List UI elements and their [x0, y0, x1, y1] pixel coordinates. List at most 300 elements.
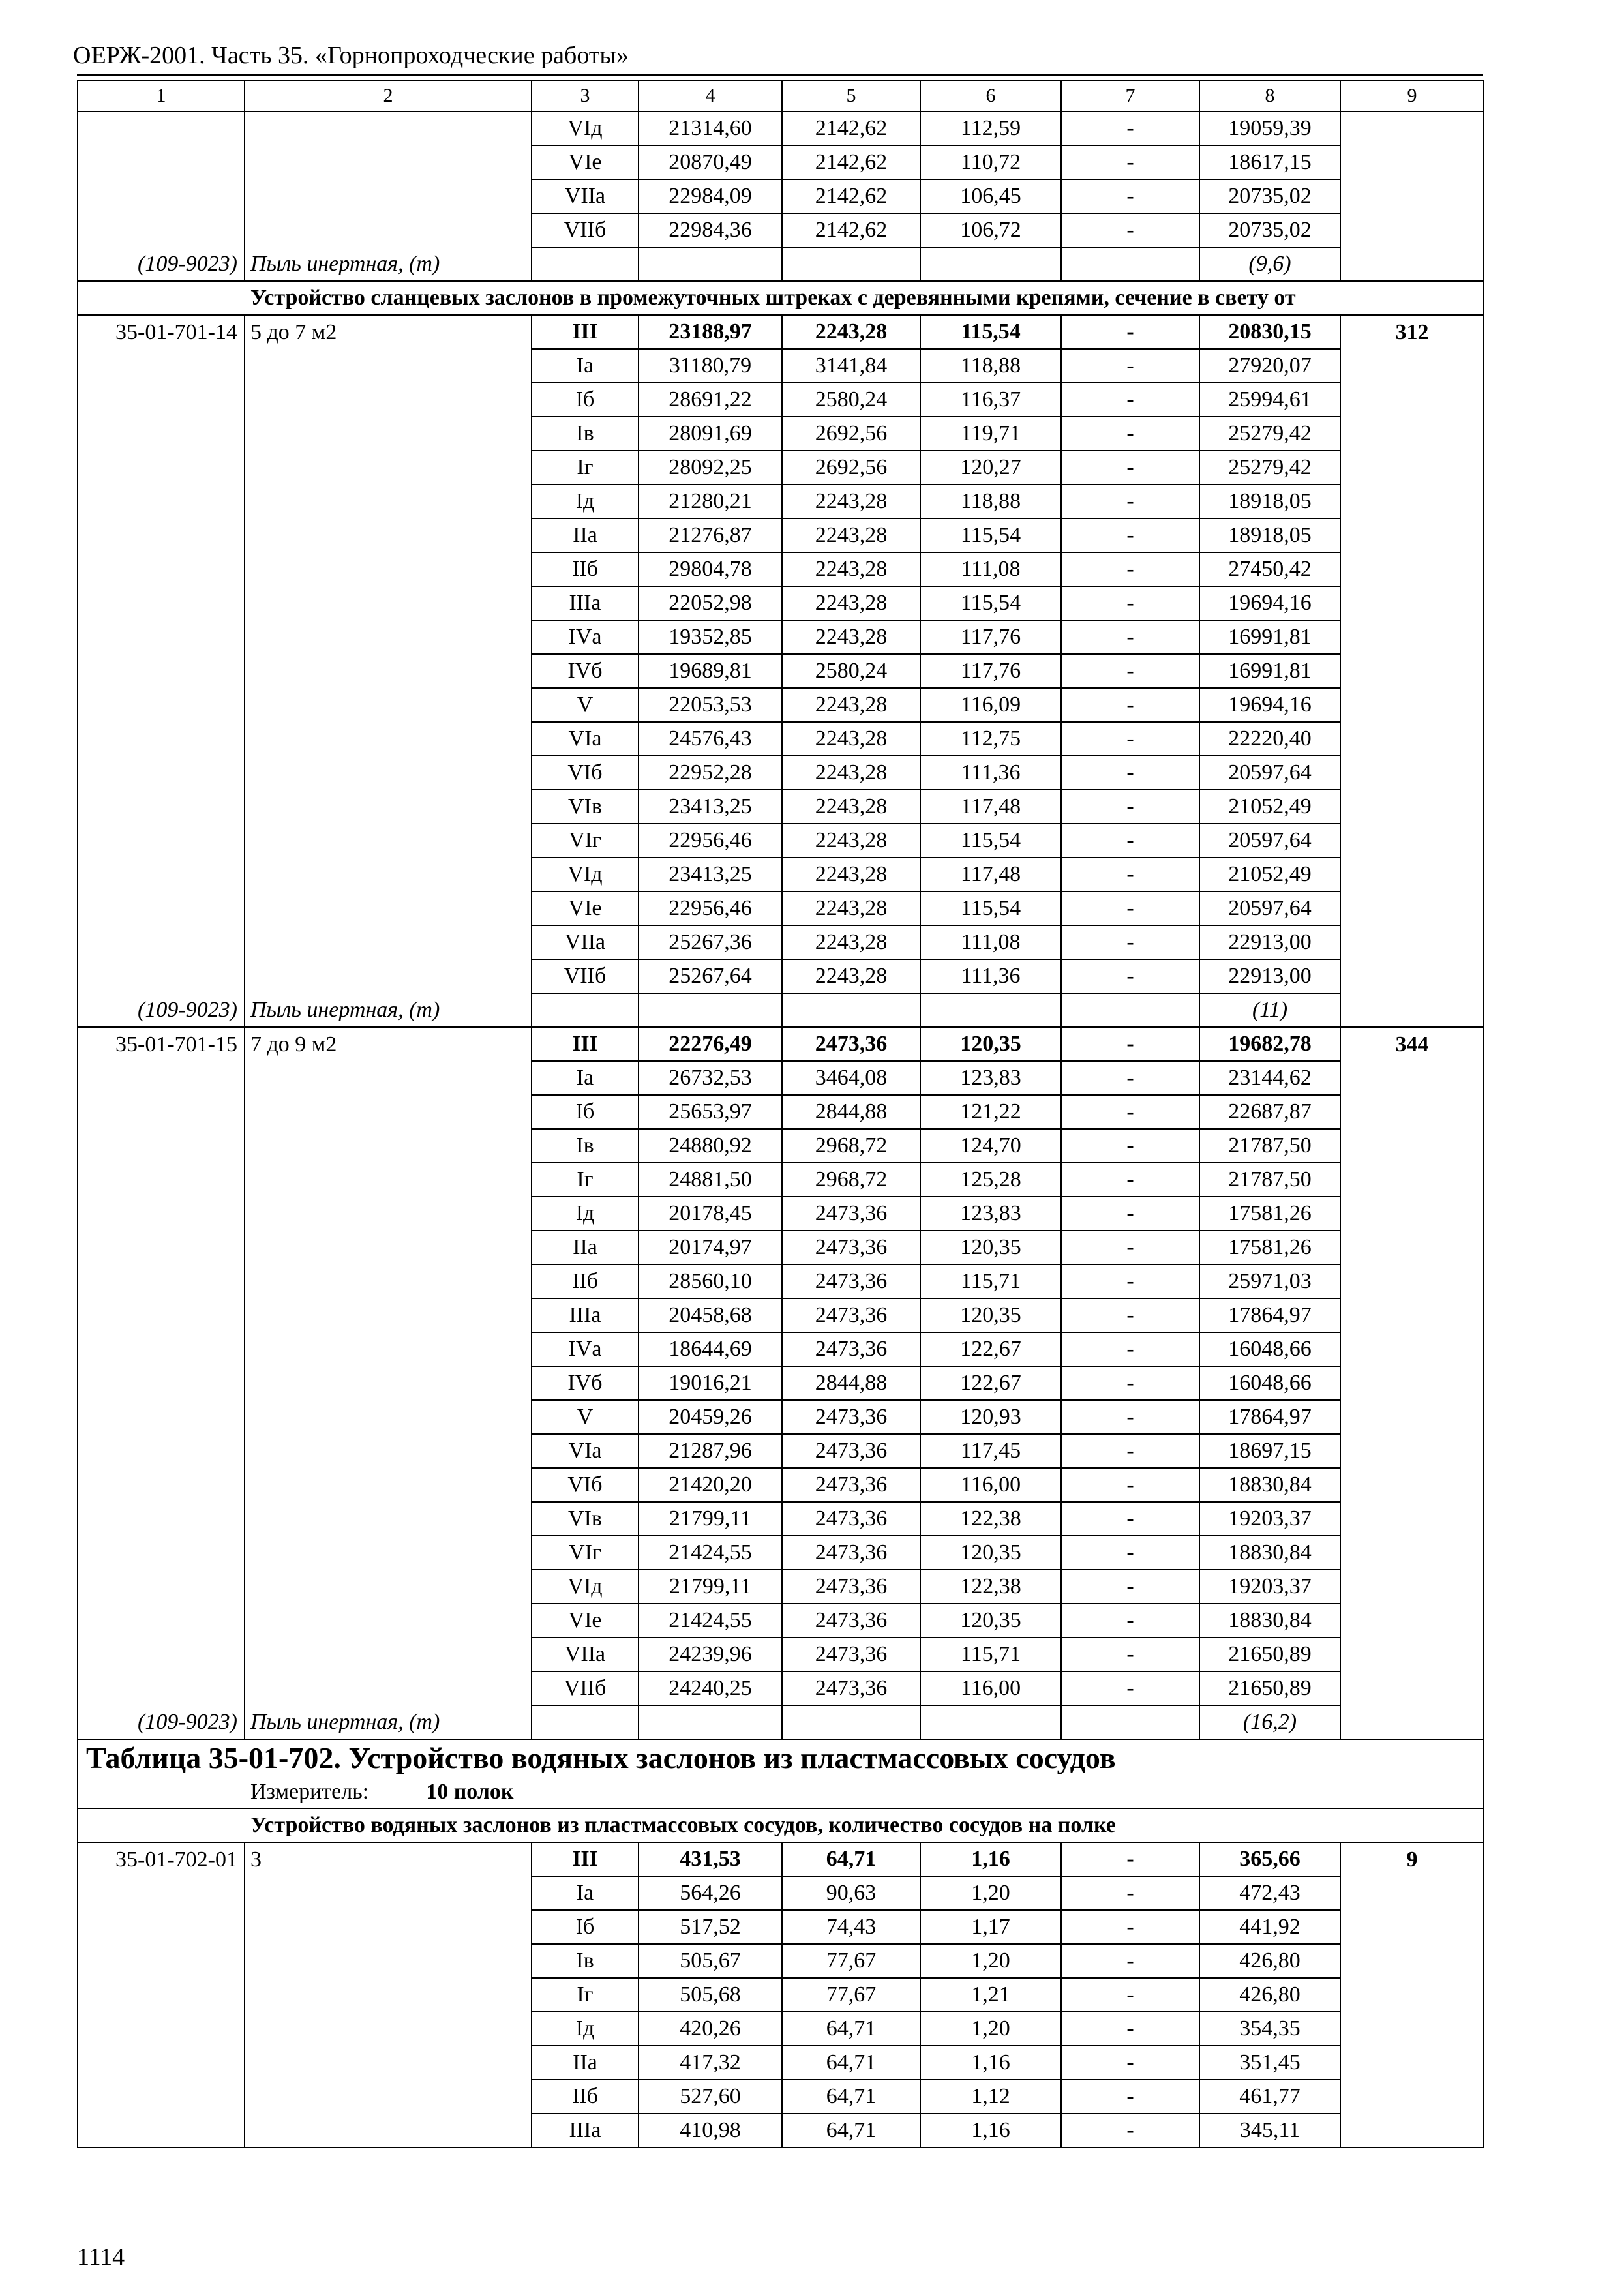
empty-cell	[245, 1604, 532, 1638]
value-cell: 2473,36	[782, 1604, 920, 1638]
empty-cell	[1340, 1366, 1484, 1400]
empty-cell	[78, 1264, 245, 1298]
table-row	[78, 1129, 1484, 1163]
empty-cell	[245, 654, 532, 688]
value-cell: 25267,64	[639, 959, 782, 993]
value-cell: -	[1061, 2012, 1199, 2046]
empty-cell	[245, 2046, 532, 2080]
empty-cell	[1340, 112, 1484, 145]
empty-cell	[78, 790, 245, 824]
value-cell: 2243,28	[782, 824, 920, 858]
value-cell: 22952,28	[639, 756, 782, 790]
table-row	[78, 2012, 1484, 2046]
value-cell: 120,35	[920, 1231, 1061, 1264]
empty-cell	[1340, 2080, 1484, 2114]
value-cell: 115,54	[920, 315, 1061, 349]
value-cell: 2844,88	[782, 1366, 920, 1400]
zone-code: IIа	[532, 1231, 639, 1264]
empty-cell	[78, 1536, 245, 1570]
value-cell: 22984,36	[639, 213, 782, 247]
value-cell: -	[1061, 1095, 1199, 1129]
value-cell: 117,76	[920, 620, 1061, 654]
value-cell: -	[1061, 417, 1199, 451]
value-cell: 505,67	[639, 1944, 782, 1978]
value-cell: 124,70	[920, 1129, 1061, 1163]
empty-cell	[1340, 451, 1484, 485]
value-cell: 120,35	[920, 1027, 1061, 1061]
empty-cell	[78, 1604, 245, 1638]
empty-cell	[1340, 858, 1484, 891]
value-cell: 116,00	[920, 1468, 1061, 1502]
value-cell: 21287,96	[639, 1434, 782, 1468]
empty-cell	[78, 756, 245, 790]
empty-cell	[78, 620, 245, 654]
zone-code: VIIа	[532, 179, 639, 213]
empty-cell	[78, 1978, 245, 2012]
value-cell: -	[1061, 1910, 1199, 1944]
value-cell: -	[1061, 315, 1199, 349]
table-row	[78, 1298, 1484, 1332]
table-row	[78, 2114, 1484, 2147]
zone-code: VIа	[532, 722, 639, 756]
value-cell: -	[1061, 2080, 1199, 2114]
value-cell: 2473,36	[782, 1468, 920, 1502]
empty-cell	[78, 925, 245, 959]
value-cell: -	[1061, 1231, 1199, 1264]
value-cell: 29804,78	[639, 552, 782, 586]
zone-code: VIIа	[532, 925, 639, 959]
value-cell: -	[1061, 1129, 1199, 1163]
value-cell: -	[1061, 1332, 1199, 1366]
empty-cell	[245, 1163, 532, 1197]
empty-cell	[1061, 1705, 1199, 1739]
empty-cell	[245, 213, 532, 247]
zone-code: VIIб	[532, 1671, 639, 1705]
value-cell: -	[1061, 1638, 1199, 1671]
column-number-row	[78, 80, 1484, 112]
empty-cell	[1340, 756, 1484, 790]
value-cell: 16048,66	[1199, 1332, 1340, 1366]
value-cell: 19203,37	[1199, 1570, 1340, 1604]
empty-cell	[78, 688, 245, 722]
value-cell: 117,45	[920, 1434, 1061, 1468]
value-cell: 18830,84	[1199, 1604, 1340, 1638]
zone-code: VIIа	[532, 1638, 639, 1671]
zone-code: VIг	[532, 1536, 639, 1570]
empty-cell	[1340, 620, 1484, 654]
zone-code: IIб	[532, 552, 639, 586]
table-row	[78, 1468, 1484, 1502]
value-cell: 90,63	[782, 1876, 920, 1910]
value-cell: 123,83	[920, 1197, 1061, 1231]
value-cell: 21650,89	[1199, 1638, 1340, 1671]
empty-cell	[78, 1095, 245, 1129]
value-cell: 25994,61	[1199, 383, 1340, 417]
empty-cell	[1340, 1705, 1484, 1739]
table-row	[78, 959, 1484, 993]
weight-value: 9	[1340, 1842, 1484, 1876]
value-cell: -	[1061, 213, 1199, 247]
value-cell: 18830,84	[1199, 1468, 1340, 1502]
value-cell: 19682,78	[1199, 1027, 1340, 1061]
value-cell: 64,71	[782, 2012, 920, 2046]
value-cell: 527,60	[639, 2080, 782, 2114]
table-row	[78, 1366, 1484, 1400]
table-row	[78, 756, 1484, 790]
value-cell: -	[1061, 824, 1199, 858]
empty-cell	[1340, 2046, 1484, 2080]
value-cell: 64,71	[782, 2114, 920, 2147]
value-cell: -	[1061, 959, 1199, 993]
empty-cell	[78, 2114, 245, 2147]
value-cell: -	[1061, 1978, 1199, 2012]
work-name: 3	[245, 1842, 532, 1876]
empty-cell	[532, 247, 639, 281]
empty-cell	[245, 485, 532, 518]
empty-cell	[245, 1366, 532, 1400]
value-cell: 441,92	[1199, 1910, 1340, 1944]
empty-cell	[1340, 417, 1484, 451]
measure-label: Измеритель:	[250, 1780, 369, 1804]
material-name: Пыль инертная, (т)	[245, 1705, 532, 1739]
empty-cell	[920, 993, 1061, 1027]
value-cell: 116,09	[920, 688, 1061, 722]
value-cell: -	[1061, 790, 1199, 824]
value-cell: 119,71	[920, 417, 1061, 451]
empty-cell	[1340, 959, 1484, 993]
zone-code: IIб	[532, 1264, 639, 1298]
table-row	[78, 1197, 1484, 1231]
empty-cell	[245, 2012, 532, 2046]
value-cell: -	[1061, 1570, 1199, 1604]
value-cell: -	[1061, 518, 1199, 552]
zone-code: VIIб	[532, 213, 639, 247]
value-cell: 2473,36	[782, 1638, 920, 1671]
value-cell: 2243,28	[782, 891, 920, 925]
value-cell: 345,11	[1199, 2114, 1340, 2147]
value-cell: -	[1061, 1400, 1199, 1434]
value-cell: 112,59	[920, 112, 1061, 145]
zone-code: IVа	[532, 620, 639, 654]
zone-code: IVб	[532, 654, 639, 688]
value-cell: 27450,42	[1199, 552, 1340, 586]
value-cell: -	[1061, 858, 1199, 891]
value-cell: 25267,36	[639, 925, 782, 959]
empty-cell	[245, 451, 532, 485]
empty-cell	[245, 1400, 532, 1434]
page-number: 1114	[77, 2243, 125, 2271]
empty-cell	[1340, 1570, 1484, 1604]
empty-cell	[78, 1197, 245, 1231]
value-cell: -	[1061, 688, 1199, 722]
column-number: 8	[1199, 80, 1340, 112]
value-cell: 21280,21	[639, 485, 782, 518]
value-cell: 20458,68	[639, 1298, 782, 1332]
empty-cell	[78, 1910, 245, 1944]
value-cell: 115,54	[920, 824, 1061, 858]
empty-cell	[1340, 891, 1484, 925]
empty-cell	[245, 179, 532, 213]
value-cell: -	[1061, 1434, 1199, 1468]
value-cell: 19016,21	[639, 1366, 782, 1400]
value-cell: -	[1061, 1536, 1199, 1570]
value-cell: 116,37	[920, 383, 1061, 417]
empty-cell	[1340, 1061, 1484, 1095]
table-row	[78, 688, 1484, 722]
empty-cell	[245, 1061, 532, 1095]
value-cell: -	[1061, 756, 1199, 790]
value-cell: 106,72	[920, 213, 1061, 247]
value-cell: 106,45	[920, 179, 1061, 213]
value-cell: 22220,40	[1199, 722, 1340, 756]
value-cell: 22052,98	[639, 586, 782, 620]
material-value: (16,2)	[1199, 1705, 1340, 1739]
value-cell: 410,98	[639, 2114, 782, 2147]
value-cell: 461,77	[1199, 2080, 1340, 2114]
empty-cell	[1340, 1231, 1484, 1264]
material-name: Пыль инертная, (т)	[245, 993, 532, 1027]
table-row	[78, 315, 1484, 349]
value-cell: 22687,87	[1199, 1095, 1340, 1129]
table-row	[78, 790, 1484, 824]
value-cell: 22276,49	[639, 1027, 782, 1061]
empty-cell	[1340, 925, 1484, 959]
table-row	[78, 1536, 1484, 1570]
value-cell: 2243,28	[782, 485, 920, 518]
empty-cell	[78, 654, 245, 688]
value-cell: 2580,24	[782, 383, 920, 417]
table-row	[78, 417, 1484, 451]
value-cell: 20178,45	[639, 1197, 782, 1231]
column-number: 2	[245, 80, 532, 112]
value-cell: 25653,97	[639, 1095, 782, 1129]
measure-value: 10 полок	[426, 1780, 514, 1804]
value-cell: 22053,53	[639, 688, 782, 722]
value-cell: 2473,36	[782, 1027, 920, 1061]
value-cell: 17864,97	[1199, 1298, 1340, 1332]
value-cell: 18918,05	[1199, 518, 1340, 552]
table-row	[78, 1332, 1484, 1366]
value-cell: 18617,15	[1199, 145, 1340, 179]
table-row	[78, 383, 1484, 417]
value-cell: -	[1061, 2114, 1199, 2147]
empty-cell	[78, 1671, 245, 1705]
value-cell: 1,16	[920, 1842, 1061, 1876]
value-cell: 2243,28	[782, 925, 920, 959]
value-cell: 21276,87	[639, 518, 782, 552]
zone-code: IVа	[532, 1332, 639, 1366]
value-cell: 117,76	[920, 654, 1061, 688]
empty-cell	[639, 993, 782, 1027]
column-number: 7	[1061, 80, 1199, 112]
zone-code: Iб	[532, 1095, 639, 1129]
empty-cell	[245, 824, 532, 858]
table-row	[78, 1604, 1484, 1638]
value-cell: -	[1061, 1842, 1199, 1876]
empty-cell	[78, 1231, 245, 1264]
value-cell: 2473,36	[782, 1671, 920, 1705]
value-cell: 2844,88	[782, 1095, 920, 1129]
table-row	[78, 1944, 1484, 1978]
column-number: 3	[532, 80, 639, 112]
value-cell: 24576,43	[639, 722, 782, 756]
value-cell: 2473,36	[782, 1231, 920, 1264]
value-cell: 123,83	[920, 1061, 1061, 1095]
value-cell: 117,48	[920, 858, 1061, 891]
table-row	[78, 586, 1484, 620]
zone-code: VIд	[532, 858, 639, 891]
empty-cell	[532, 993, 639, 1027]
material-code: (109-9023)	[78, 993, 245, 1027]
material-row	[78, 993, 1484, 1027]
value-cell: 3464,08	[782, 1061, 920, 1095]
value-cell: 20735,02	[1199, 179, 1340, 213]
table-row	[78, 1978, 1484, 2012]
value-cell: 19203,37	[1199, 1502, 1340, 1536]
zone-code: Iд	[532, 1197, 639, 1231]
value-cell: 115,54	[920, 891, 1061, 925]
empty-cell	[78, 1502, 245, 1536]
value-cell: 118,88	[920, 349, 1061, 383]
value-cell: -	[1061, 925, 1199, 959]
empty-cell	[78, 1638, 245, 1671]
value-cell: 2243,28	[782, 552, 920, 586]
zone-code: V	[532, 1400, 639, 1434]
zone-code: VIб	[532, 1468, 639, 1502]
value-cell: 16048,66	[1199, 1366, 1340, 1400]
table-row	[78, 1910, 1484, 1944]
empty-cell	[245, 1978, 532, 2012]
value-cell: -	[1061, 1061, 1199, 1095]
rate-code: 35-01-701-14	[78, 315, 245, 349]
empty-cell	[1340, 1264, 1484, 1298]
empty-cell	[78, 417, 245, 451]
value-cell: 19059,39	[1199, 112, 1340, 145]
empty-cell	[78, 2046, 245, 2080]
value-cell: 2968,72	[782, 1163, 920, 1197]
zone-code: VIIб	[532, 959, 639, 993]
empty-cell	[1340, 485, 1484, 518]
value-cell: 111,08	[920, 925, 1061, 959]
rate-code: 35-01-702-01	[78, 1842, 245, 1876]
value-cell: 23413,25	[639, 790, 782, 824]
value-cell: 122,38	[920, 1570, 1061, 1604]
value-cell: 18830,84	[1199, 1536, 1340, 1570]
value-cell: 17864,97	[1199, 1400, 1340, 1434]
empty-cell	[78, 112, 245, 145]
empty-cell	[920, 247, 1061, 281]
material-value: (11)	[1199, 993, 1340, 1027]
value-cell: 21787,50	[1199, 1163, 1340, 1197]
empty-cell	[1340, 1638, 1484, 1671]
empty-cell	[245, 756, 532, 790]
value-cell: 21420,20	[639, 1468, 782, 1502]
table-row	[78, 179, 1484, 213]
value-cell: 115,54	[920, 518, 1061, 552]
empty-cell	[245, 2080, 532, 2114]
empty-cell	[1340, 790, 1484, 824]
column-number: 6	[920, 80, 1061, 112]
value-cell: 2142,62	[782, 179, 920, 213]
value-cell: 2473,36	[782, 1502, 920, 1536]
rate-code: 35-01-701-15	[78, 1027, 245, 1061]
value-cell: 28691,22	[639, 383, 782, 417]
empty-cell	[1340, 688, 1484, 722]
table-row	[78, 1061, 1484, 1095]
value-cell: 19694,16	[1199, 586, 1340, 620]
value-cell: 417,32	[639, 2046, 782, 2080]
empty-cell	[1340, 349, 1484, 383]
value-cell: -	[1061, 2046, 1199, 2080]
zone-code: IIа	[532, 2046, 639, 2080]
empty-cell	[245, 1231, 532, 1264]
empty-cell	[78, 179, 245, 213]
empty-cell	[1340, 1944, 1484, 1978]
value-cell: 23144,62	[1199, 1061, 1340, 1095]
value-cell: 24880,92	[639, 1129, 782, 1163]
value-cell: -	[1061, 349, 1199, 383]
value-cell: 1,20	[920, 1944, 1061, 1978]
value-cell: -	[1061, 451, 1199, 485]
empty-cell	[1340, 1910, 1484, 1944]
value-cell: -	[1061, 586, 1199, 620]
value-cell: 1,16	[920, 2114, 1061, 2147]
header-rule	[77, 74, 1483, 76]
value-cell: 2473,36	[782, 1332, 920, 1366]
measure-row	[78, 1776, 1484, 1808]
empty-cell	[782, 993, 920, 1027]
zone-code: Iг	[532, 1163, 639, 1197]
value-cell: 420,26	[639, 2012, 782, 2046]
empty-cell	[78, 1163, 245, 1197]
value-cell: 120,27	[920, 451, 1061, 485]
empty-cell	[78, 349, 245, 383]
value-cell: 2692,56	[782, 451, 920, 485]
zone-code: Iб	[532, 383, 639, 417]
empty-cell	[78, 586, 245, 620]
zone-code: Iг	[532, 451, 639, 485]
value-cell: 21787,50	[1199, 1129, 1340, 1163]
value-cell: 354,35	[1199, 2012, 1340, 2046]
value-cell: 21424,55	[639, 1604, 782, 1638]
value-cell: 24240,25	[639, 1671, 782, 1705]
value-cell: 20830,15	[1199, 315, 1340, 349]
table-row	[78, 1570, 1484, 1604]
value-cell: 21799,11	[639, 1502, 782, 1536]
material-row	[78, 1705, 1484, 1739]
zone-code: VIг	[532, 824, 639, 858]
value-cell: 16991,81	[1199, 620, 1340, 654]
work-name: 7 до 9 м2	[245, 1027, 532, 1061]
zone-code: Iв	[532, 417, 639, 451]
value-cell: 26732,53	[639, 1061, 782, 1095]
table-row	[78, 1434, 1484, 1468]
value-cell: 20597,64	[1199, 891, 1340, 925]
value-cell: 121,22	[920, 1095, 1061, 1129]
value-cell: 64,71	[782, 2046, 920, 2080]
empty-cell	[245, 620, 532, 654]
value-cell: 116,00	[920, 1671, 1061, 1705]
value-cell: 1,17	[920, 1910, 1061, 1944]
value-cell: 19689,81	[639, 654, 782, 688]
value-cell: -	[1061, 1876, 1199, 1910]
empty-cell	[1340, 179, 1484, 213]
section-row	[78, 1808, 1484, 1842]
empty-cell	[245, 858, 532, 891]
rates-table	[77, 80, 1484, 2148]
empty-cell	[1340, 1095, 1484, 1129]
empty-cell	[1340, 1298, 1484, 1332]
